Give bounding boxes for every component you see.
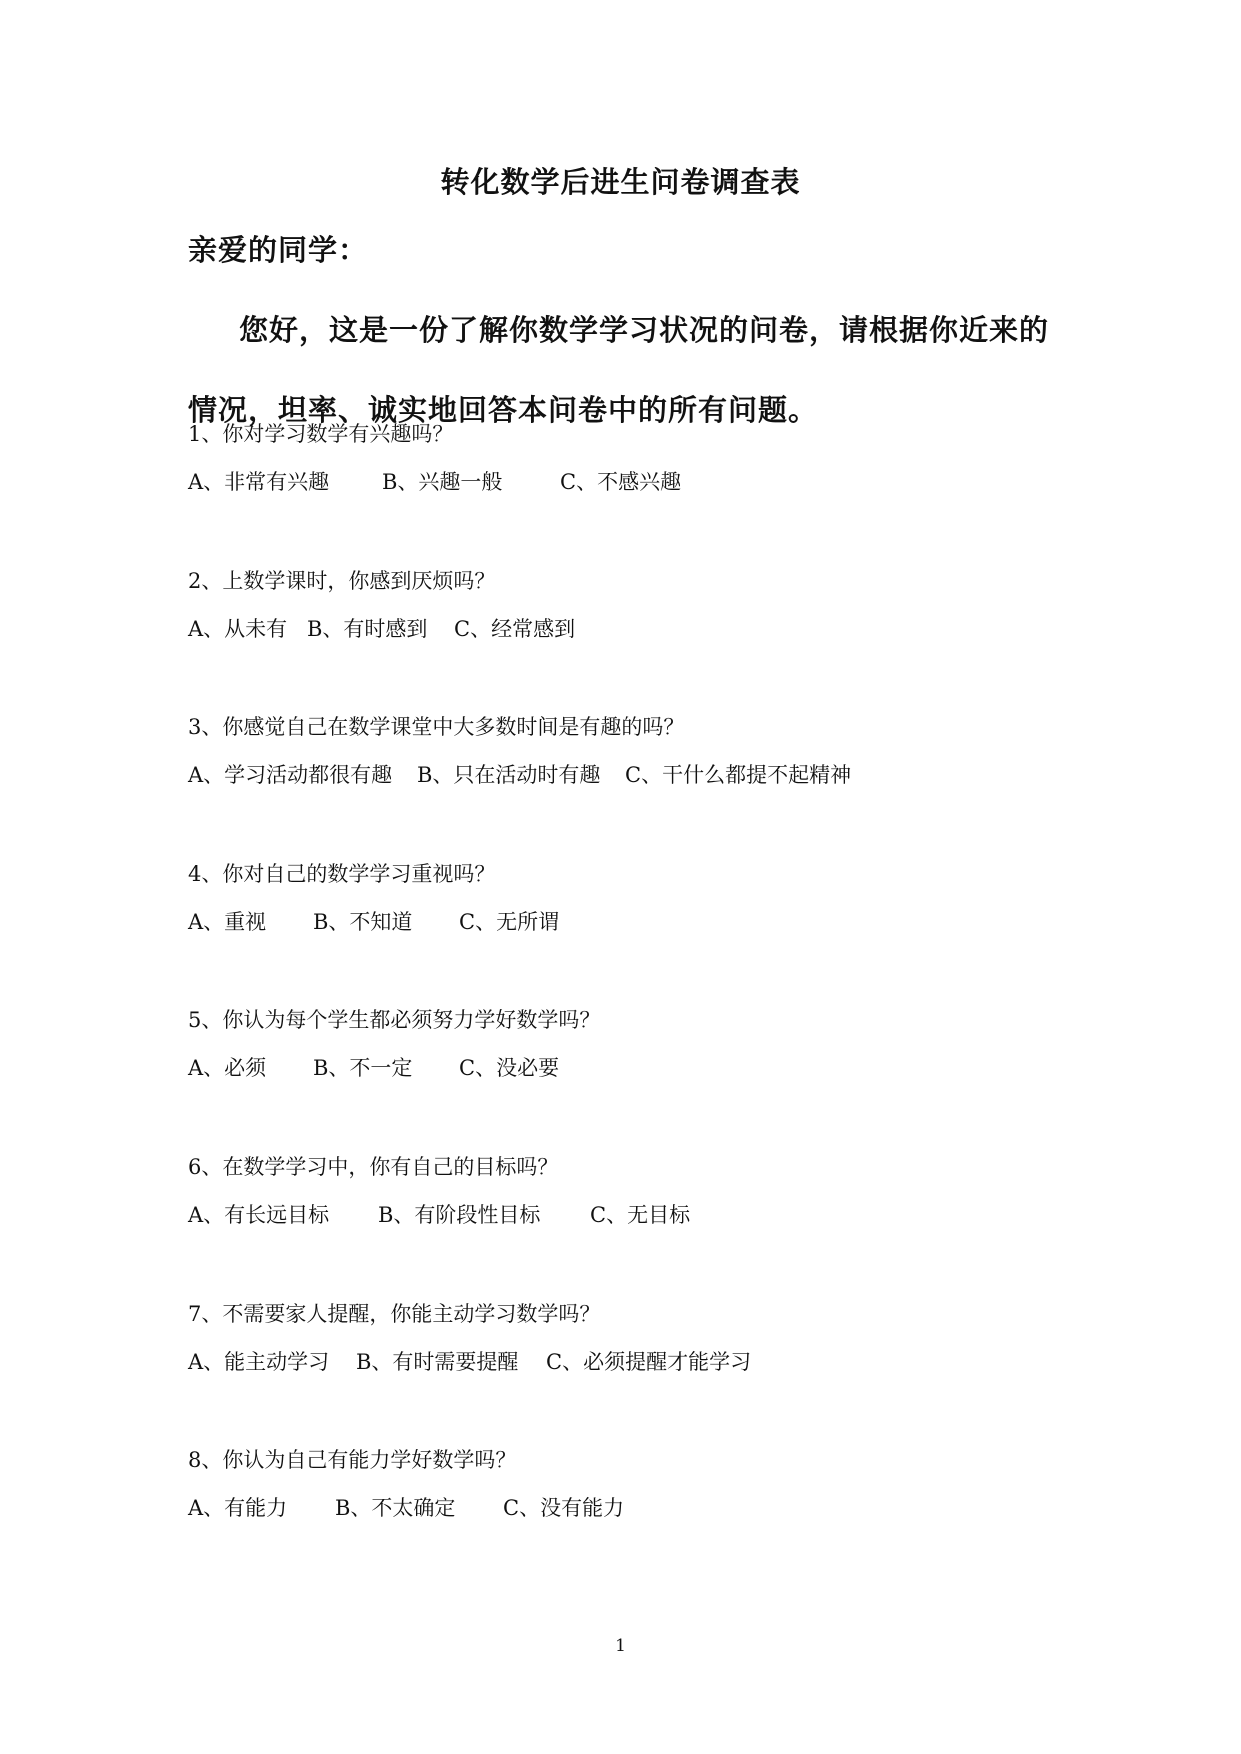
option-b: B、有时需要提醒 — [356, 1350, 519, 1374]
option-a: A、必须 — [188, 1056, 267, 1080]
option-b: B、兴趣一般 — [382, 470, 503, 494]
answer-options — [188, 468, 1088, 496]
option-c: C、无目标 — [590, 1203, 691, 1227]
question-text: 6、在数学学习中，你有自己的目标吗？ — [188, 1155, 559, 1179]
question-text: 3、你感觉自己在数学课堂中大多数时间是有趣的吗？ — [188, 715, 685, 739]
option-c: C、没有能力 — [503, 1496, 625, 1520]
question-3 — [188, 713, 1088, 789]
question-6 — [188, 1153, 1088, 1229]
question-5 — [188, 1006, 1088, 1082]
question-text: 7、不需要家人提醒，你能主动学习数学吗？ — [188, 1302, 601, 1326]
option-a: A、重视 — [188, 910, 267, 934]
option-b: B、不太确定 — [335, 1496, 456, 1520]
question-7 — [188, 1300, 1088, 1376]
option-a: A、能主动学习 — [188, 1350, 330, 1374]
option-a: A、有能力 — [188, 1496, 288, 1520]
question-4 — [188, 860, 1088, 936]
option-b: B、有阶段性目标 — [378, 1203, 541, 1227]
question-text: 1、你对学习数学有兴趣吗？ — [188, 422, 454, 446]
answer-options — [188, 908, 1088, 936]
answer-options — [188, 1054, 1088, 1082]
option-a: A、学习活动都很有趣 — [188, 763, 393, 787]
question-2 — [188, 567, 1088, 643]
option-a: A、有长远目标 — [188, 1203, 330, 1227]
question-text: 5、你认为每个学生都必须努力学好数学吗？ — [188, 1008, 601, 1032]
intro-paragraph: 您好，这是一份了解你数学学习状况的问卷，请根据你近来的情况，坦率、诚实地回答本问卷中的所有问题。 — [188, 313, 1050, 427]
option-b: B、不知道 — [313, 910, 413, 934]
option-a: A、非常有兴趣 — [188, 470, 330, 494]
answer-options — [188, 1201, 1088, 1229]
option-a: A、从未有 — [188, 617, 288, 641]
option-c: C、没必要 — [459, 1056, 560, 1080]
answer-options — [188, 1348, 1088, 1376]
question-1 — [188, 420, 1088, 496]
option-c: C、必须提醒才能学习 — [546, 1350, 752, 1374]
option-c: C、经常感到 — [454, 617, 576, 641]
page-number: 1 — [615, 1636, 626, 1656]
question-text: 2、上数学课时，你感到厌烦吗？ — [188, 569, 496, 593]
answer-options — [188, 761, 1088, 789]
option-b: B、只在活动时有趣 — [417, 763, 601, 787]
option-c: C、干什么都提不起精神 — [625, 763, 852, 787]
option-c: C、无所谓 — [459, 910, 560, 934]
answer-options — [188, 615, 1088, 643]
question-text: 4、你对自己的数学学习重视吗？ — [188, 862, 496, 886]
option-b: B、不一定 — [313, 1056, 413, 1080]
document-title: 转化数学后进生问卷调查表 — [440, 165, 801, 199]
question-text: 8、你认为自己有能力学好数学吗？ — [188, 1448, 517, 1472]
answer-options — [188, 1494, 1088, 1522]
greeting: 亲爱的同学： — [188, 233, 369, 267]
question-8 — [188, 1446, 1088, 1522]
option-b: B、有时感到 — [307, 617, 428, 641]
option-c: C、不感兴趣 — [560, 470, 682, 494]
